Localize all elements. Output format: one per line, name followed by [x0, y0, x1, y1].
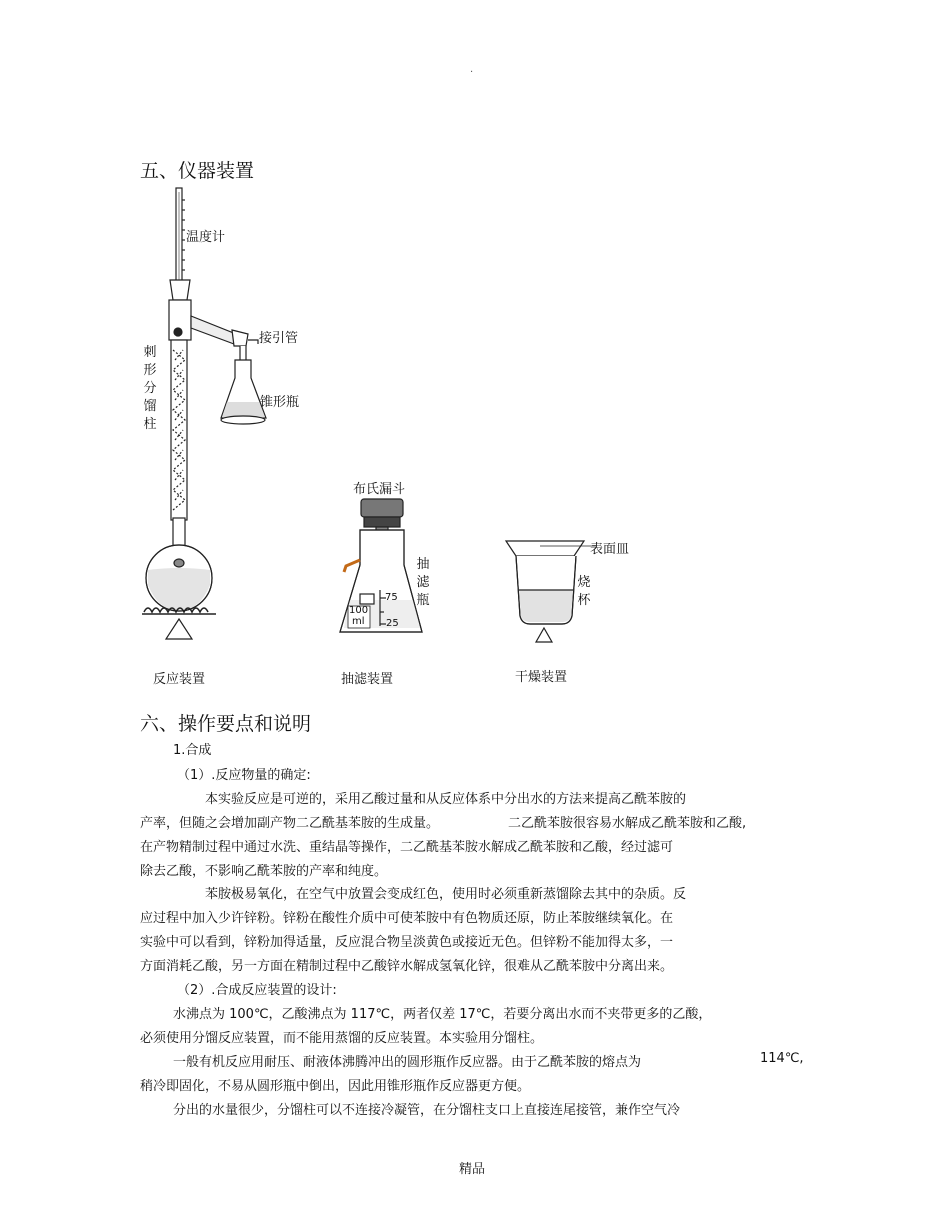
- flask-scale-75: 75: [385, 592, 398, 603]
- item-1-heading: （1）.反应物量的确定:: [177, 768, 311, 783]
- flask-volume-number: 100: [349, 605, 369, 616]
- paragraph-line: 水沸点为 100℃，乙酸沸点为 117℃，两者仅差 17℃，若要分离出水而不夹带更多的乙酸，: [173, 1007, 712, 1022]
- footer-text: 精品: [459, 1162, 486, 1177]
- flask-scale-25: 25: [386, 618, 399, 629]
- paragraph-line: 实验中可以看到，锌粉加得适量，反应混合物呈淡黄色或接近无色。但锌粉不能加得太多，一: [140, 935, 674, 950]
- subsection-synthesis: 1.合成: [173, 743, 212, 758]
- paragraph-line: 二乙酰苯胺很容易水解成乙酰苯胺和乙酸,: [508, 816, 747, 831]
- paragraph-line: 分出的水量很少，分馏柱可以不连接冷凝管，在分馏柱支口上直接连尾接管，兼作空气冷: [173, 1103, 681, 1118]
- adapter-label: 接引管: [259, 331, 299, 346]
- item-2-heading: （2）.合成反应装置的设计:: [177, 983, 337, 998]
- paragraph-line: 稍冷即固化，不易从圆形瓶中倒出，因此用锥形瓶作反应器更方便。: [140, 1079, 531, 1094]
- paragraph-line: 必须使用分馏反应装置，而不能用蒸馏的反应装置。本实验用分馏柱。: [140, 1031, 544, 1046]
- drying-apparatus-caption: 干燥装置: [515, 670, 568, 685]
- filtration-apparatus-caption: 抽滤装置: [341, 672, 394, 687]
- reaction-apparatus-caption: 反应装置: [153, 672, 206, 687]
- paragraph-line: 苯胺极易氧化，在空气中放置会变成红色，使用时必须重新蒸馏除去其中的杂质。反: [205, 887, 687, 902]
- column-label: 刺形分馏柱: [143, 345, 157, 432]
- buchner-funnel-label: 布氏漏斗: [353, 482, 406, 497]
- thermometer-label: 温度计: [186, 230, 226, 245]
- header-mark: .: [470, 64, 474, 75]
- paragraph-line: 114℃,: [760, 1051, 804, 1066]
- suction-flask-label: 抽滤瓶: [416, 557, 430, 608]
- paragraph-line: 方面消耗乙酸，另一方面在精制过程中乙酸锌水解成氢氧化锌，很难从乙酰苯胺中分离出来。: [140, 959, 674, 974]
- watch-glass-label: 表面皿: [590, 542, 630, 557]
- reaction-apparatus: [142, 188, 266, 639]
- flask-volume-unit: ml: [352, 616, 365, 627]
- paragraph-line: 本实验反应是可逆的，采用乙酸过量和从反应体系中分出水的方法来提高乙酰苯胺的: [205, 792, 687, 807]
- round-bottom-flask: [146, 545, 212, 611]
- beaker-label: 烧杯: [577, 575, 591, 608]
- paragraph-line: 应过程中加入少许锌粉。锌粉在酸性介质中可使苯胺中有色物质还原，防止苯胺继续氧化。在: [140, 911, 674, 926]
- paragraph-line: 一般有机反应用耐压、耐液体沸腾冲出的圆形瓶作反应器。由于乙酰苯胺的熔点为: [173, 1055, 642, 1070]
- section-5-title: 五、仪器装置: [140, 160, 255, 182]
- paragraph-line: 在产物精制过程中通过水洗、重结晶等操作，二乙酰基苯胺水解成乙酰苯胺和乙酸，经过滤可: [140, 840, 674, 855]
- paragraph-line: 产率，但随之会增加副产物二乙酰基苯胺的生成量。: [140, 816, 440, 831]
- paragraph-line: 除去乙酸，不影响乙酰苯胺的产率和纯度。: [140, 864, 388, 879]
- section-6-title: 六、操作要点和说明: [140, 713, 312, 735]
- erlenmeyer-label: 锥形瓶: [260, 395, 300, 410]
